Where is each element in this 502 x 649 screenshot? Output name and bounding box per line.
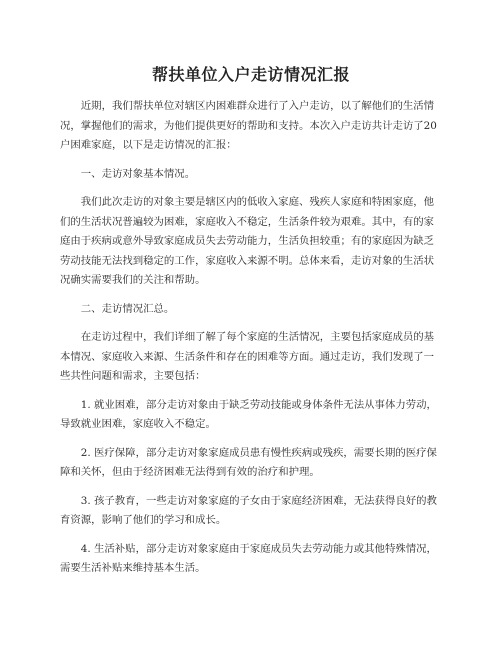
list-item-4: 4. 生活补贴，部分走访对象家庭由于家庭成员失去劳动能力或其他特殊情况，需要生活补贴来维持基本生活。	[60, 542, 437, 574]
section-heading-2: 二、走访情况汇总。	[80, 302, 175, 315]
section-heading-1: 一、走访对象基本情况。	[80, 167, 196, 180]
list-item-3: 3. 孩子教育，一些走访对象家庭的子女由于家庭经济困难，无法获得良好的教育资源，影响了他们的学习和成长。	[60, 494, 437, 526]
document-title: 帮扶单位入户走访情况汇报	[151, 65, 350, 84]
document-body	[60, 97, 444, 588]
section-paragraph-2: 在走访过程中，我们详细了解了每个家庭的生活情况，主要包括家庭成员的基本情况、家庭收入来源、生活条件和存在的困难等方面。通过走访，我们发现了一些共性问题和需求，主要包括：	[60, 331, 435, 382]
list-item-1: 1. 就业困难，部分走访对象由于缺乏劳动技能或身体条件无法从事体力劳动，导致就业困难，家庭收入不稳定。	[60, 398, 437, 430]
section-paragraph-1: 我们此次走访的对象主要是辖区内的低收入家庭、残疾人家庭和特困家庭，他们的生活状况普遍较为困难，家庭收入不稳定，生活条件较为艰难。其中，有的家庭由于疾病或意外导致家庭成员失去劳动能力，生活负担较重；有的家庭因为缺乏劳动技能无法找到稳定的工作，家庭收入来源不明。总体来看，走访对象的生活状况确实需要我们的关注和帮助。	[60, 196, 435, 286]
list-item-2: 2. 医疗保障，部分走访对象家庭成员患有慢性疾病或残疾，需要长期的医疗保障和关怀，但由于经济困难无法得到有效的治疗和护理。	[60, 446, 437, 478]
intro-paragraph: 近期，我们帮扶单位对辖区内困难群众进行了入户走访，以了解他们的生活情况，掌握他们的需求，为他们提供更好的帮助和支持。本次入户走访共计走访了20户困难家庭，以下是走访情况的汇报：	[60, 100, 437, 151]
